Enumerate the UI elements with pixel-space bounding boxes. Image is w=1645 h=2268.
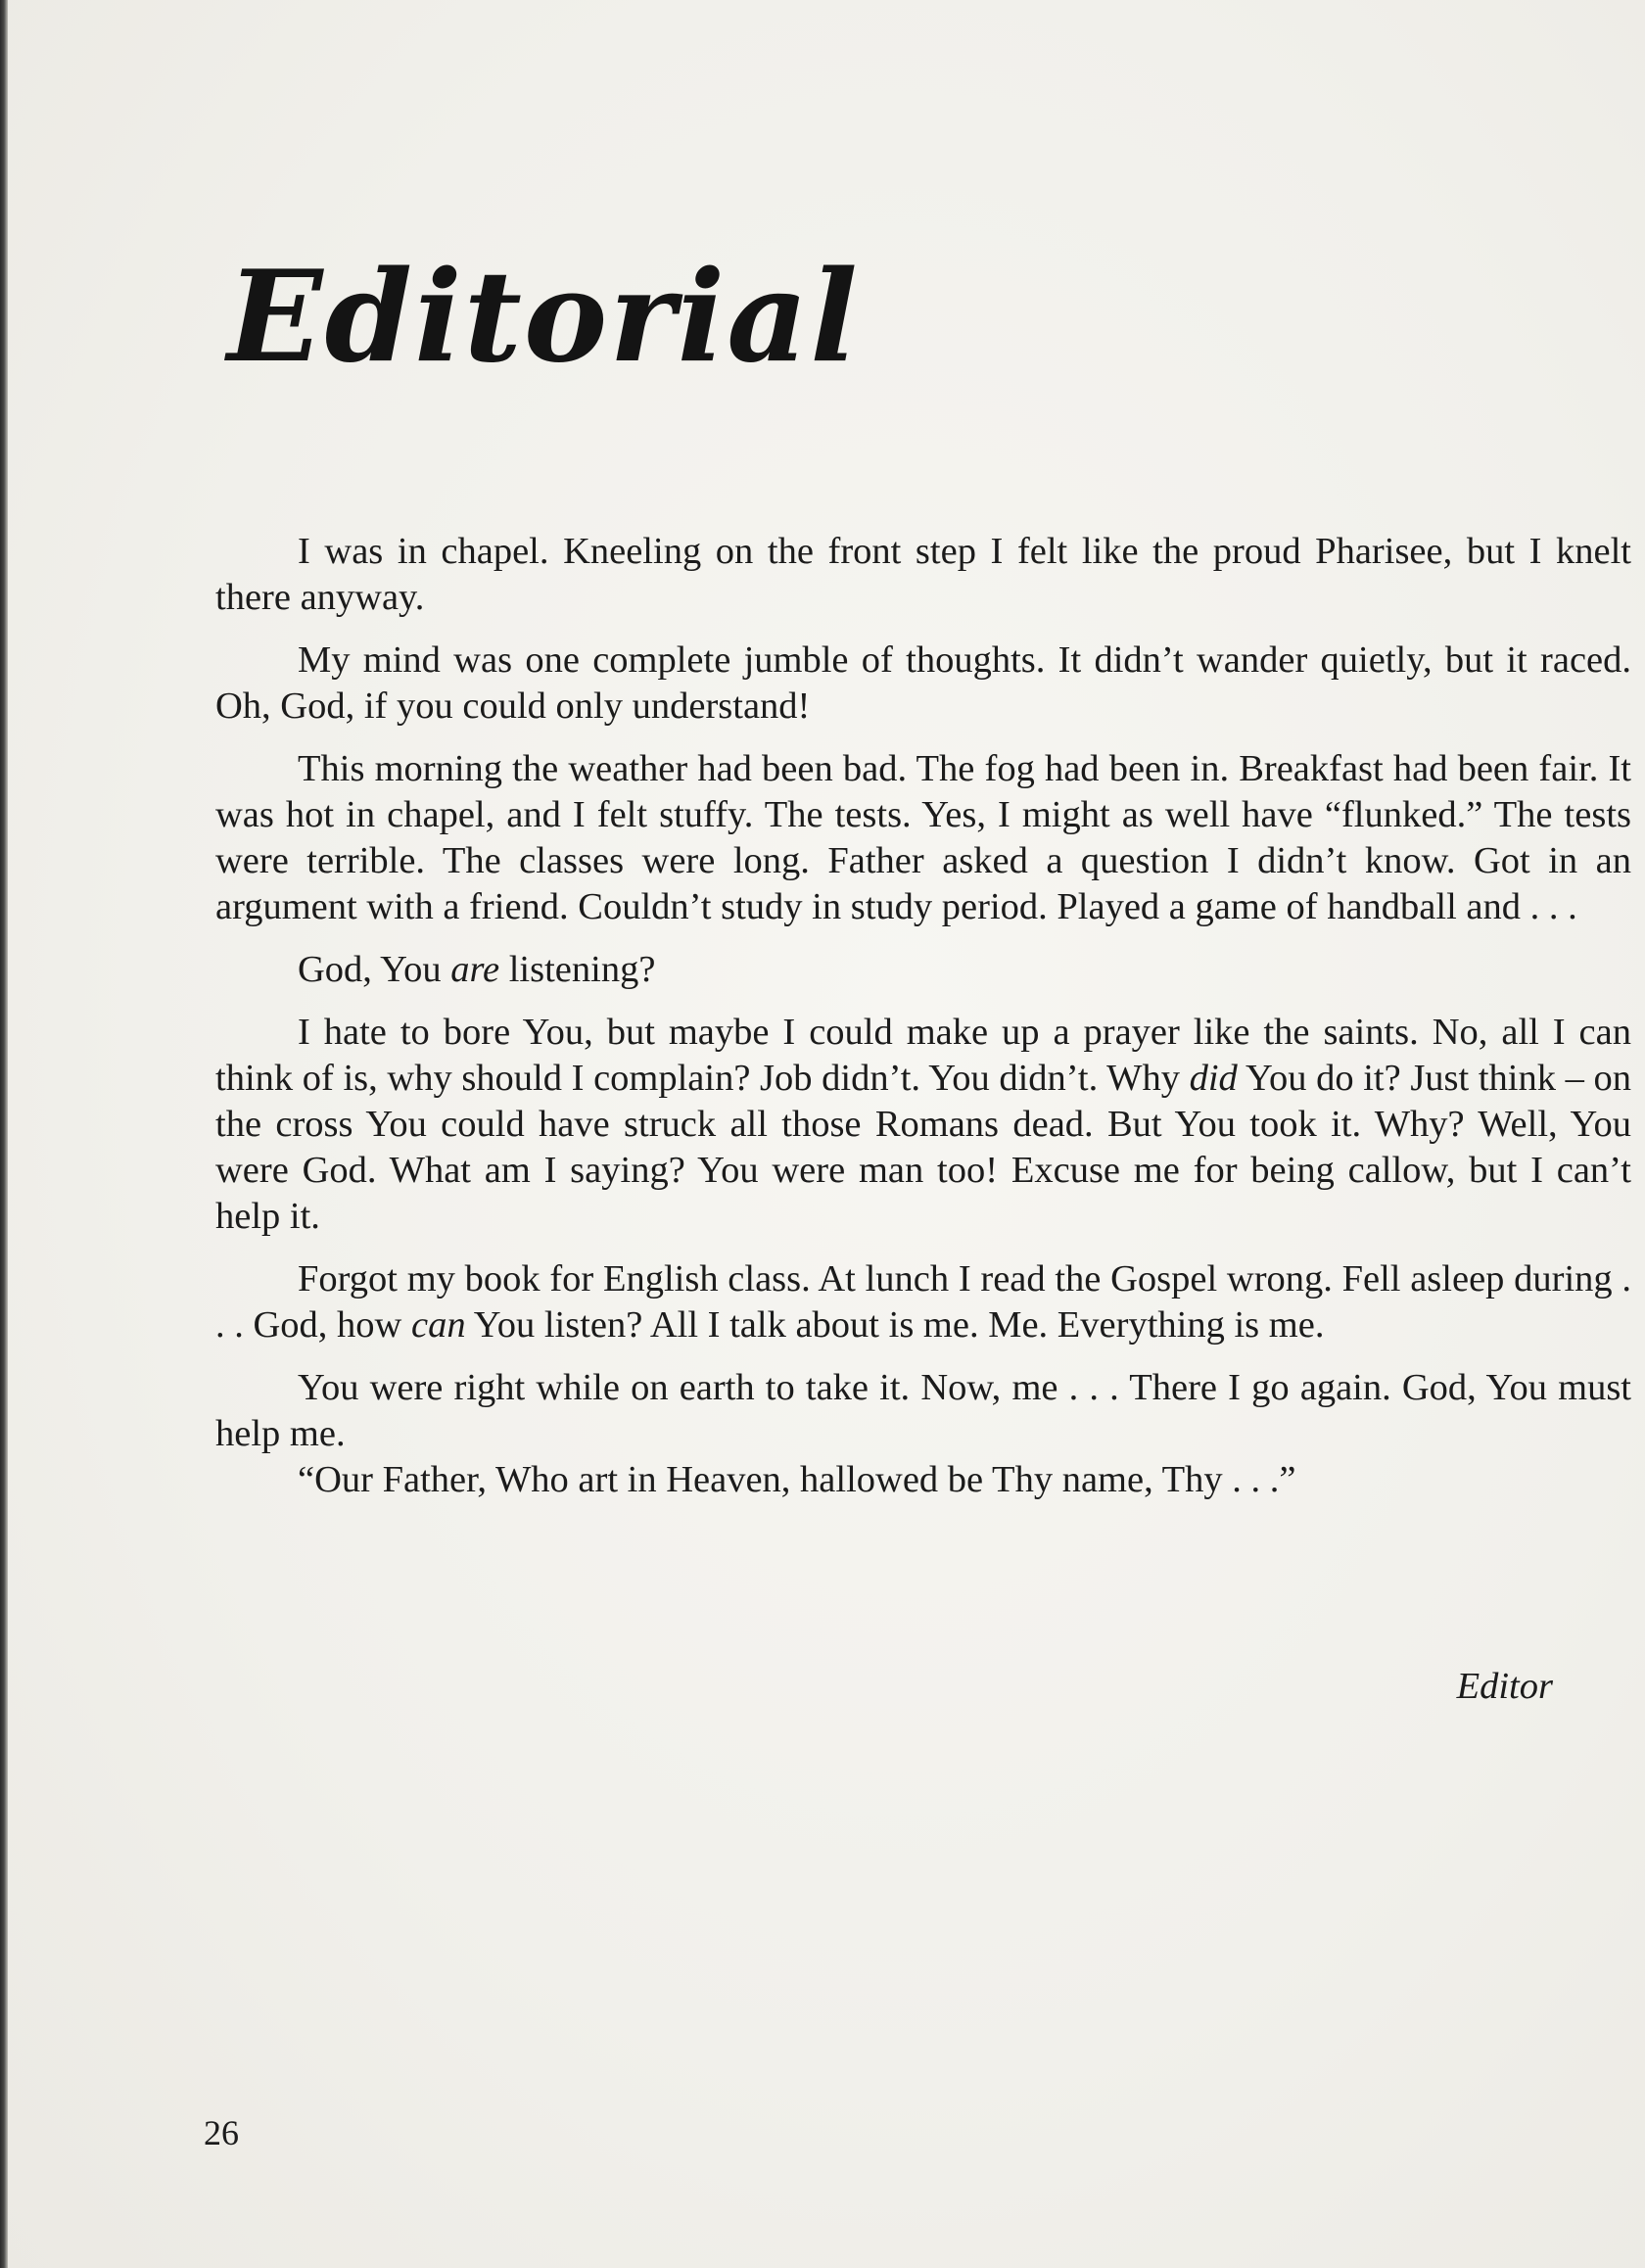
editorial-heading [221,244,860,392]
editorial-heading-text: Editorial [227,244,860,391]
page-number: 26 [204,2113,239,2152]
emphasis-text: can [410,1304,466,1346]
editorial-body [215,529,1631,1520]
emphasis-text: are [450,949,500,990]
paragraph [215,1010,1631,1240]
paragraph [215,746,1631,930]
signature: Editor [1456,1666,1553,1707]
paragraph [215,638,1631,730]
paragraph-text: I was in chapel. Kneeling on the front step I felt like the proud Pharisee, but I knelt there anyway. [215,531,1631,618]
paragraph-text: You were right while on earth to take it. Now, me . . . There I go again. God, You must help me. [215,1367,1631,1454]
paragraph-text: My mind was one complete jumble of thoughts. It didn’t wander quietly, but it raced. Oh, God, if you could only understand! [215,639,1631,727]
emphasis-text: did [1189,1058,1238,1099]
paragraph-text: You do it? Just think – on the cross You could have struck all those Romans dead. But You took it. Why? Well, You were God. What am I saying? You were man too! Excuse me for being callow, but I can’t help it. [215,1058,1631,1237]
paragraph [215,1256,1631,1348]
paragraph [215,529,1631,621]
paragraph-text: Forgot my book for English class. At lunch I read the Gospel wrong. Fell asleep during . . . God, how [215,1258,1631,1346]
binding-edge [0,0,8,2268]
paragraph [215,947,1631,993]
paragraph [215,1457,1631,1503]
paragraph-text: You listen? All I talk about is me. Me. Everything is me. [465,1304,1325,1346]
paragraph-text: God, You [298,949,451,990]
paragraph [215,1365,1631,1457]
paragraph-text: “Our Father, Who art in Heaven, hallowed be Thy name, Thy . . .” [298,1459,1296,1500]
paragraph-text: listening? [499,949,656,990]
paragraph-text: This morning the weather had been bad. The fog had been in. Breakfast had been fair. It was hot in chapel, and I felt stuffy. The tests. Yes, I might as well have “flunked.” The tests were terrible. The classes were long. Father asked a question I didn’t know. Got in an argument with a friend. Couldn’t study in study period. Played a game of handball and . . . [215,748,1631,927]
paragraph-text: I hate to bore You, but maybe I could make up a prayer like the saints. No, all I can think of is, why should I complain? Job didn’t. You didn’t. Why [215,1012,1631,1099]
